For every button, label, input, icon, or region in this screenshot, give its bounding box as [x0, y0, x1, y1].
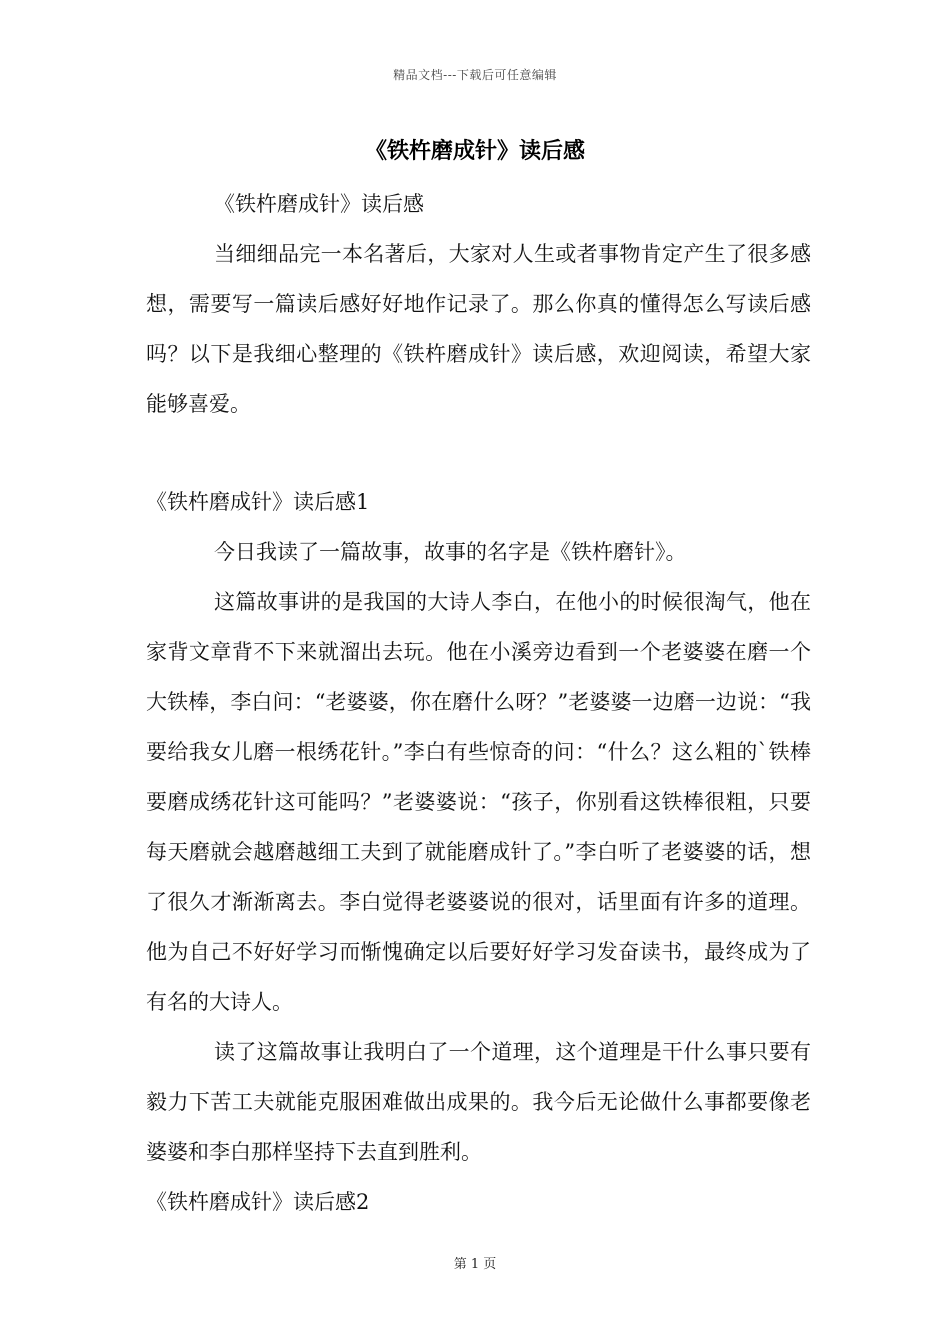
section-1-heading: 《铁杵磨成针》读后感1 [146, 490, 370, 514]
paragraph-gap [146, 429, 811, 477]
page-header: 精品文档---下载后可任意编辑 [393, 68, 557, 82]
page-number: 第 1 页 [453, 1257, 497, 1272]
document-title: 《铁杵磨成针》读后感 [364, 138, 585, 164]
section-1-paragraph-2: 这篇故事讲的是我国的大诗人李白，在他小的时候很淘气，他在家背文章背不下来就溜出去玩。他在小溪旁边看到一个老婆婆在磨一个大铁棒，李白问：“老婆婆，你在磨什么呀？”老婆婆一边磨一边说：“我要给我女儿磨一根绣花针。”李白有些惊奇的问：“什么？这么粗的`铁棒要磨成绣花针这可能吗？”老婆婆说：“孩子，你别看这铁棒很粗，只要每天磨就会越磨越细工夫到了就能磨成针了。”李白听了老婆婆的话，想了很久才渐渐离去。李白觉得老婆婆说的很对，话里面有许多的道理。他为自己不好好学习而惭愧确定以后要好好学习发奋读书，最终成为了有名的大诗人。 [146, 590, 811, 1014]
section-2-heading: 《铁杵磨成针》读后感2 [146, 1190, 370, 1214]
subtitle: 《铁杵磨成针》读后感 [214, 192, 424, 216]
document-body [146, 179, 811, 1227]
intro-paragraph: 当细细品完一本名著后，大家对人生或者事物肯定产生了很多感想，需要写一篇读后感好好地作记录了。那么你真的懂得怎么写读后感吗？以下是我细心整理的《铁杵磨成针》读后感，欢迎阅读，希望大家能够喜爱。 [146, 242, 811, 416]
section-1-paragraph-1: 今日我读了一篇故事，故事的名字是《铁杵磨针》。 [214, 540, 687, 564]
section-1-paragraph-3: 读了这篇故事让我明白了一个道理，这个道理是干什么事只要有毅力下苦工夫就能克服困难做出成果的。我今后无论做什么事都要像老婆婆和李白那样坚持下去直到胜利。 [146, 1040, 811, 1164]
